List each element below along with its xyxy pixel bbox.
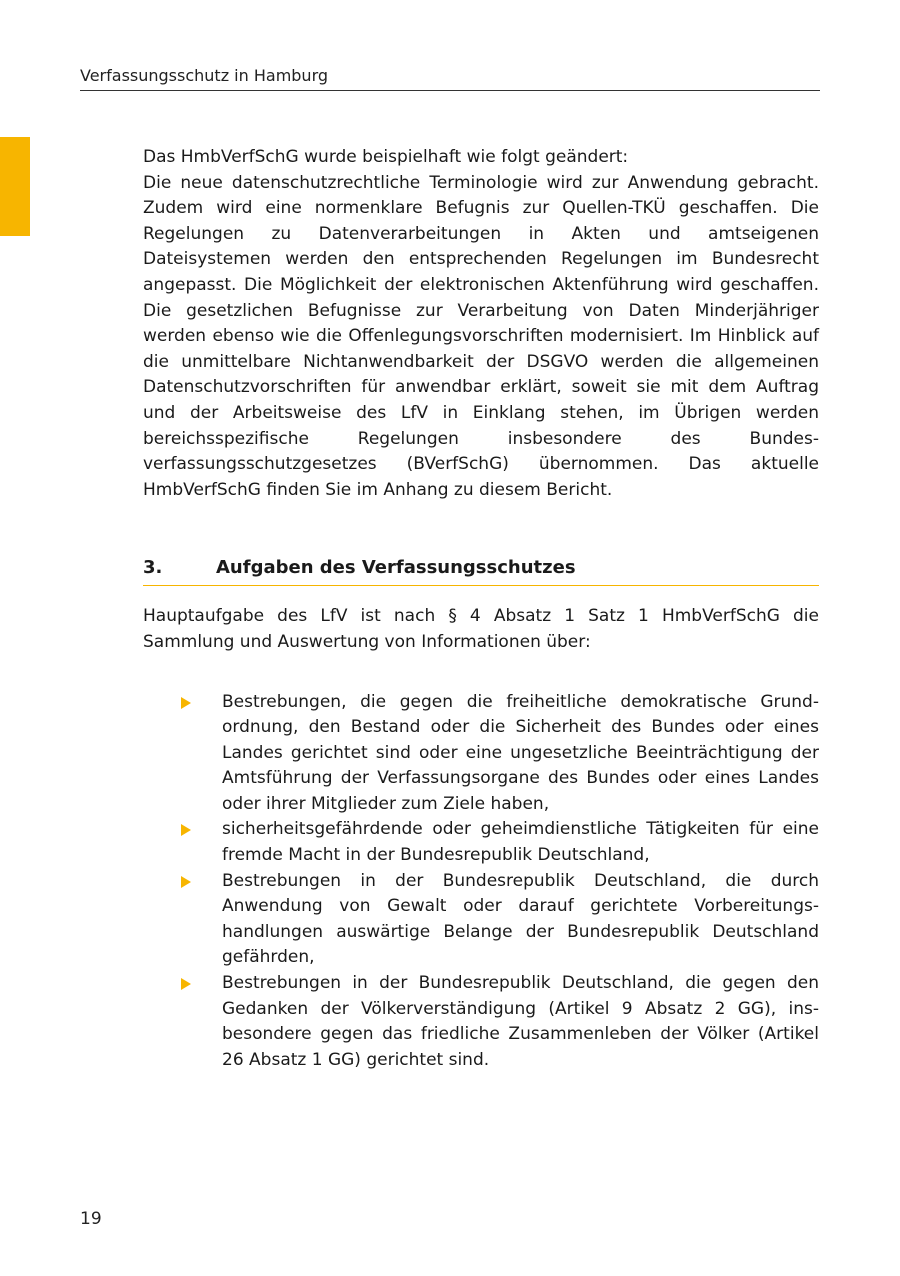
list-item-text: sicherheitsgefährdende oder geheimdienstliche Tätigkeiten für eine fremde Macht in der Bundesrepublik Deutschland, [222,819,819,866]
page-number: 19 [80,1209,102,1229]
tasks-list [143,690,819,1074]
triangle-bullet-icon [181,876,191,888]
list-item [143,971,819,1073]
section-heading [143,555,819,586]
triangle-bullet-icon [181,978,191,990]
list-item-text: Bestrebungen in der Bundesrepublik Deutschland, die durch Anwendung von Gewalt oder darauf gerichtete Vorbereitungshandlungen auswärtige Belange der Bundesrepublik Deutschland gefährden, [222,870,819,968]
triangle-bullet-icon [181,824,191,836]
list-item [143,817,819,868]
page-content [143,145,819,1073]
header-rule [80,90,820,91]
list-item-text: Bestrebungen in der Bundesrepublik Deutschland, die gegen den Gedanken der Völkerverständigung (Artikel 9 Absatz 2 GG), insbesondere gegen das friedliche Zusammenleben der Völker (Artikel 26 Absatz 1 GG) gerichtet sind. [222,973,819,1070]
section-title: Aufgaben des Verfassungsschutzes [216,557,576,579]
list-item [143,869,819,971]
running-header: Verfassungsschutz in Hamburg [80,66,329,85]
list-item [143,690,819,818]
section-number: 3. [143,557,163,579]
section-intro: Hauptaufgabe des LfV ist nach § 4 Absatz 1 Satz 1 HmbVerfSchG die Sammlung und Auswertung von Informationen über: [143,606,819,652]
intro-first-line: Das HmbVerfSchG wurde beispielhaft wie folgt geändert: [143,147,629,167]
intro-paragraph [143,145,819,503]
triangle-bullet-icon [181,697,191,709]
list-item-text: Bestrebungen, die gegen die freiheitliche demokratische Grundordnung, den Bestand oder die Sicherheit des Bundes oder eines Landes gerichtet sind oder eine ungesetzliche Beeinträchtigung der Amtsführung der Verfassungsorgane des Bundes oder eines Landes oder ihrer Mitglieder zum Ziele haben, [222,691,819,814]
intro-body: Die neue datenschutzrechtliche Terminologie wird zur Anwendung gebracht. Zudem wird eine normenklare Befugnis zur Quellen-TKÜ geschaffen. Die Regelungen zu Datenverarbeitungen in Akten und amtseigenen Dateisystemen werden den entsprechenden Regelungen im Bundesrecht angepasst. Die Möglichkeit der elektronischen Aktenführung wird geschaffen. Die gesetzlichen Befugnisse zur Verarbeitung von Daten Minderjähriger werden ebenso wie die Offenlegungsvorschriften modernisiert. Im Hinblick auf die unmittelbare Nichtanwendbarkeit der DSGVO werden die allgemeinen Datenschutzvorschriften für anwendbar erklärt, soweit sie mit dem Auftrag und der Arbeitsweise des LfV in Einklang stehen, im Übrigen werden bereichsspezifische Regelungen insbesondere des Bundesverfassungsschutzgesetzes (BVerfSchG) übernommen. Das aktuelle HmbVerfSchG finden Sie im Anhang zu diesem Bericht. [143,172,819,500]
chapter-edge-marker [0,137,30,236]
